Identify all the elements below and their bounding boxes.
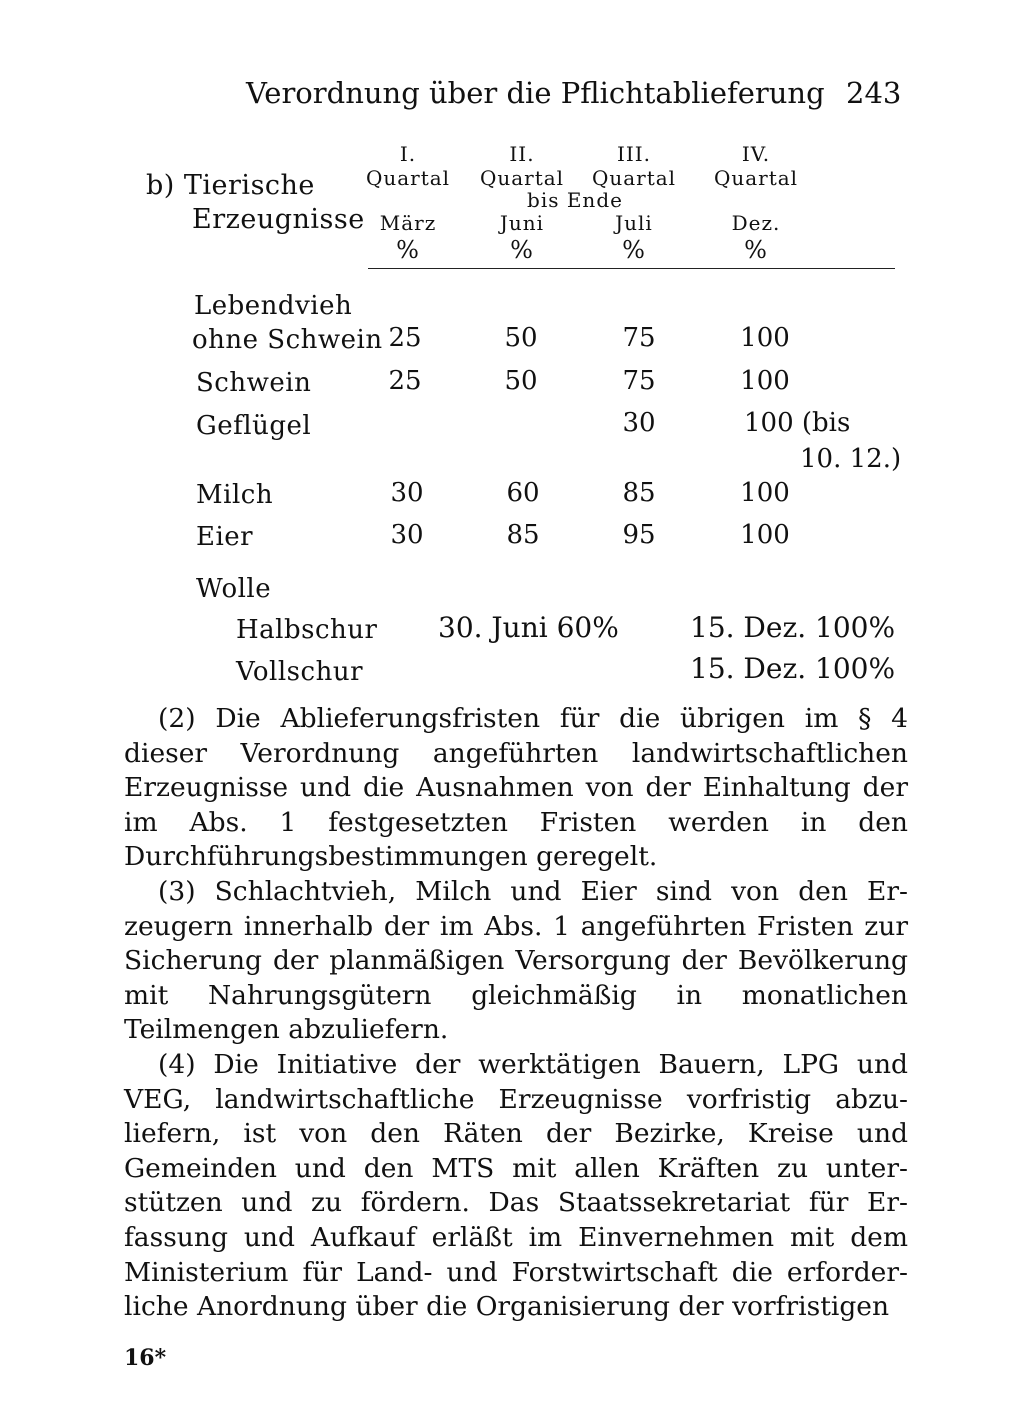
col-3-month: Juli bbox=[615, 211, 653, 235]
col-3-quartal: Quartal bbox=[591, 166, 677, 190]
col-2-quartal: Quartal bbox=[479, 166, 565, 190]
table-cell: 25 bbox=[388, 323, 422, 353]
col-2-roman: II. bbox=[509, 142, 535, 166]
row-label: Lebendvieh bbox=[194, 291, 353, 321]
table-cell: 50 bbox=[504, 323, 538, 353]
table-header-rule bbox=[368, 268, 895, 269]
col-1-quartal: Quartal bbox=[365, 166, 451, 190]
table-cell: 50 bbox=[504, 366, 538, 396]
row-label: Eier bbox=[196, 522, 254, 552]
signature-mark: 16* bbox=[124, 1345, 167, 1371]
col-3-roman: III. bbox=[616, 142, 652, 166]
page-number: 243 bbox=[846, 76, 902, 110]
vollschur-end: 15. Dez. 100% bbox=[690, 652, 896, 685]
table-cell: 30 bbox=[390, 478, 424, 508]
wolle-label: Wolle bbox=[196, 574, 272, 604]
table-cell: 75 bbox=[622, 366, 656, 396]
table-cell: 95 bbox=[622, 520, 656, 550]
paragraph-2: (2) Die Ablieferungsfristen für die übrigen im § 4 dieser Verordnung angeführten landwirtschaftlichen Erzeugnisse und die Ausnahmen von der Einhaltung der im Abs. 1 festgesetzten Fristen werden in den Durchführungsbestimmungen geregelt. bbox=[124, 703, 908, 873]
table-cell: 25 bbox=[388, 366, 422, 396]
col-4-unit: % bbox=[744, 236, 768, 264]
row-label: Milch bbox=[196, 480, 274, 510]
section-label-line2: Erzeugnisse bbox=[192, 204, 365, 235]
table-cell: 60 bbox=[506, 478, 540, 508]
col-2-unit: % bbox=[510, 236, 534, 264]
table-cell: 10. 12.) bbox=[800, 444, 902, 474]
halbschur-end: 15. Dez. 100% bbox=[690, 611, 896, 644]
halbschur-label: Halbschur bbox=[236, 615, 378, 645]
col-2-month: Juni bbox=[499, 211, 545, 235]
table-cell: 100 bbox=[740, 366, 790, 396]
paragraph-3: (3) Schlachtvieh, Milch und Eier sind von den Erzeugern innerhalb der im Abs. 1 angeführten Fristen zur Sicherung der planmäßigen Versorgung der Bevölkerung mit Nahrungsgütern gleichmäßig in monatlichen Teilmengen abzuliefern. bbox=[124, 875, 908, 1046]
halbschur-mid: 30. Juni 60% bbox=[438, 611, 619, 644]
body-text bbox=[124, 702, 908, 1325]
table-cell: 85 bbox=[506, 520, 540, 550]
col-4-roman: IV. bbox=[741, 142, 771, 166]
table-cell: 30 bbox=[390, 520, 424, 550]
table-cell: 75 bbox=[622, 323, 656, 353]
table-cell: 100 (bis bbox=[744, 408, 851, 438]
table-cell: 100 bbox=[740, 323, 790, 353]
col-1-roman: I. bbox=[399, 142, 417, 166]
table-cell: 30 bbox=[622, 408, 656, 438]
paragraph-4: (4) Die Initiative der werktätigen Bauern, LPG und VEG, landwirtschaftliche Erzeugnisse vorfristig abzuliefern, ist von den Räten der Bezirke, Kreise und Gemeinden und den MTS mit allen Kräften zu unterstützen und zu fördern. Das Staatssekretariat für Erfassung und Aufkauf erläßt im Einvernehmen mit dem Ministerium für Land- und Forstwirtschaft die erforderliche Anordnung über die Organisierung der vorfristigen bbox=[124, 1048, 908, 1323]
col-1-unit: % bbox=[396, 236, 420, 264]
col-4-month: Dez. bbox=[731, 211, 781, 235]
table-cell: 100 bbox=[740, 520, 790, 550]
vollschur-label: Vollschur bbox=[236, 657, 363, 687]
row-label: ohne Schwein bbox=[192, 325, 383, 355]
col-3-extra: bis Ende bbox=[527, 188, 623, 212]
section-label-line1: b) Tierische bbox=[146, 170, 315, 201]
row-label: Schwein bbox=[196, 368, 312, 398]
running-title: Verordnung über die Pflichtablieferung bbox=[246, 76, 825, 110]
col-4-quartal: Quartal bbox=[713, 166, 799, 190]
table-cell: 85 bbox=[622, 478, 656, 508]
col-1-month: März bbox=[379, 211, 437, 235]
col-3-unit: % bbox=[622, 236, 646, 264]
row-label: Geflügel bbox=[196, 411, 312, 441]
table-cell: 100 bbox=[740, 478, 790, 508]
